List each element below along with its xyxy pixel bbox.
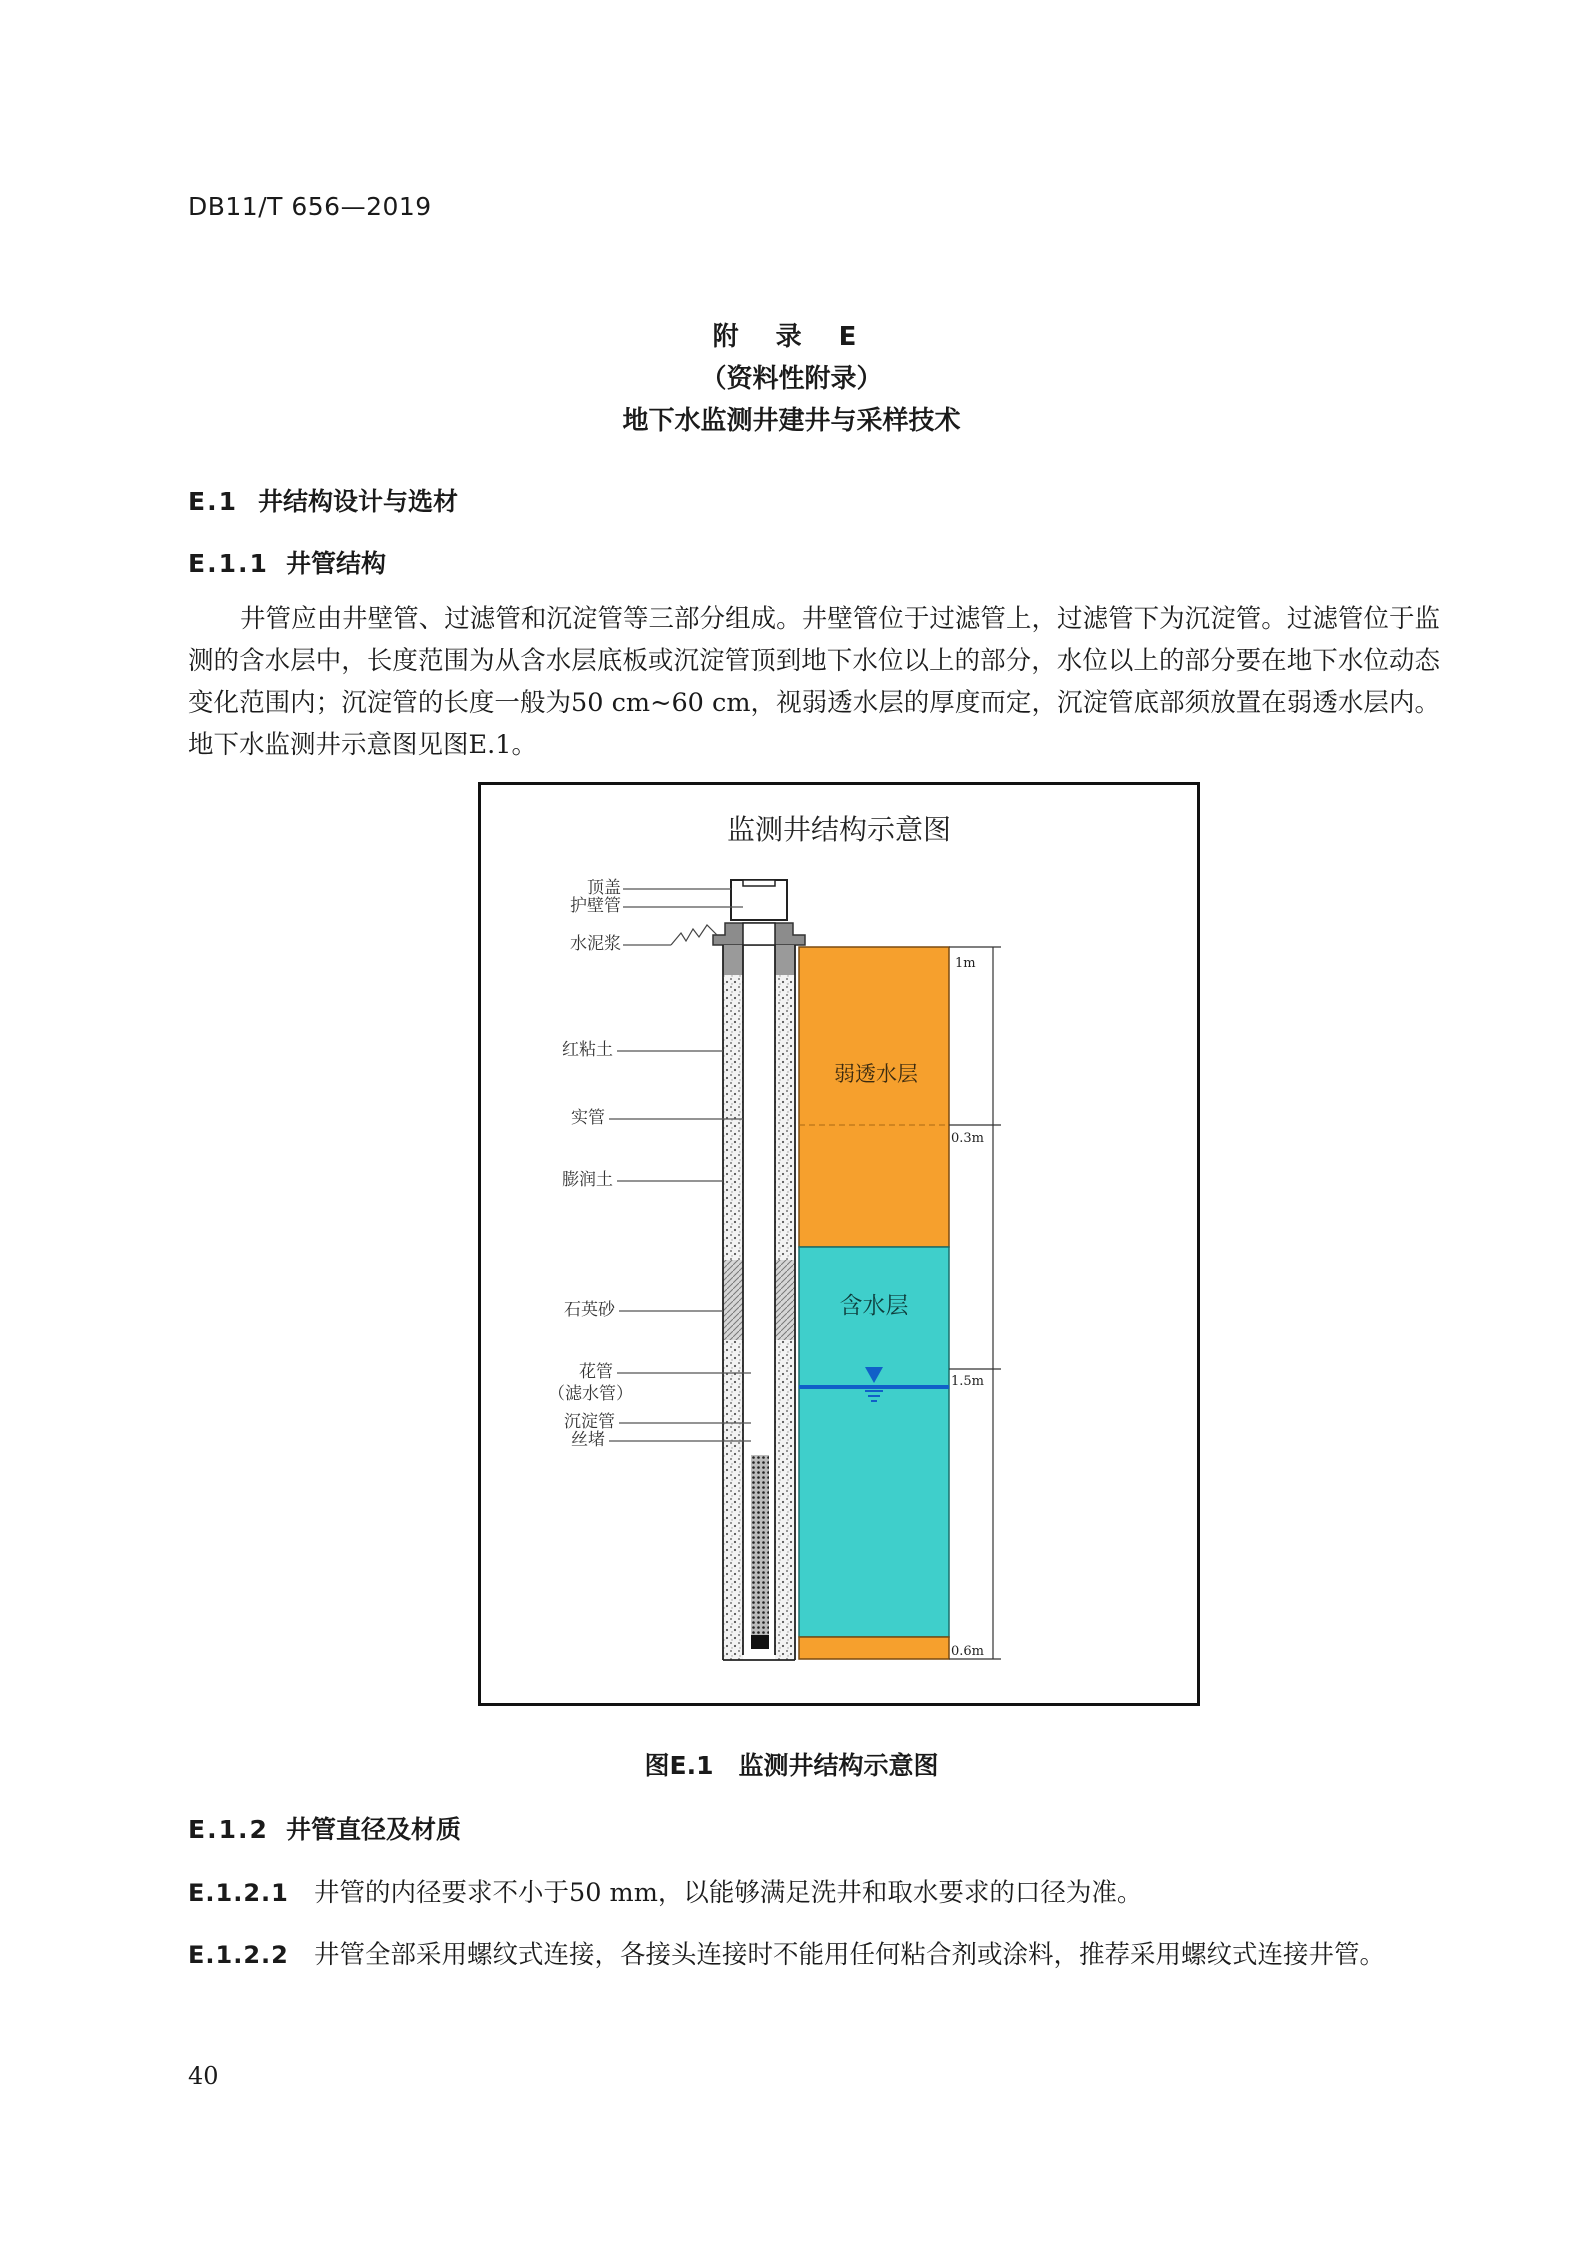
dimension-0-3m: 0.3m: [951, 1131, 985, 1146]
page-number: 40: [188, 2062, 219, 2090]
clause-number: E.1.2.1: [188, 1879, 289, 1907]
body-paragraph: 井管应由井壁管、过滤管和沉淀管等三部分组成。井壁管位于过滤管上，过滤管下为沉淀管。过滤管位于监测的含水层中，长度范围为从含水层底板或沉淀管顶到地下水位以上的部分，水位以上的部分要在地下水位动态变化范围内；沉淀管的长度一般为50 cm~60 cm，视弱透水层的厚度而定，沉淀管底部须放置在弱透水层内。地下水监测井示意图见图E.1。: [188, 604, 1440, 760]
label-solid-pipe: 实管: [571, 1108, 605, 1128]
clause-text: 井管的内径要求不小于50 mm，以能够满足洗井和取水要求的口径为准。: [314, 1878, 1143, 1908]
section-heading-e12: [188, 1810, 461, 1846]
red-clay-fill: [723, 975, 743, 1260]
appendix-title: 附 录 E: [712, 322, 871, 352]
document-code: DB11/T 656—2019: [188, 192, 432, 221]
section-heading-e11: [188, 544, 386, 580]
aquitard-bottom: [799, 1637, 949, 1659]
cement-grout: [723, 945, 743, 975]
quartz-sand-pack: [723, 1340, 743, 1660]
section-title: 井管直径及材质: [286, 1815, 462, 1844]
screen-pipe: [751, 1455, 769, 1635]
label-plug: 丝堵: [571, 1430, 605, 1450]
aquitard-label: 弱透水层: [834, 1062, 918, 1086]
label-sediment-pipe: 沉淀管: [564, 1412, 615, 1432]
clause-number: E.1.2.2: [188, 1941, 289, 1969]
section-number: E.1.1: [188, 549, 269, 578]
label-casing: 护壁管: [570, 896, 621, 916]
label-screen: 花管: [579, 1362, 613, 1382]
section-number: E.1: [188, 487, 238, 516]
figure-well-structure: [478, 782, 1200, 1706]
appendix-type: （资料性附录）: [700, 364, 883, 394]
section-title: 井管结构: [286, 549, 387, 578]
clause-e122: [188, 1934, 1440, 1976]
aquifer-label: 含水层: [839, 1293, 909, 1319]
dimension-1m: 1m: [955, 956, 976, 971]
label-cement: 水泥浆: [570, 934, 621, 954]
figure-caption: 图E.1 监测井结构示意图: [644, 1751, 939, 1780]
label-screen-note: （滤水管）: [548, 1384, 633, 1404]
aquitard-layer: [799, 947, 949, 1247]
section-heading-e1: [188, 482, 458, 518]
label-red-clay: 红粘土: [562, 1040, 613, 1060]
bentonite-seal: [723, 1260, 743, 1340]
clause-e121: [188, 1872, 1440, 1914]
section-number: E.1.2: [188, 1815, 269, 1844]
section-title: 井结构设计与选材: [258, 487, 459, 516]
clause-text: 井管全部采用螺纹式连接，各接头连接时不能用任何粘合剂或涂料，推荐采用螺纹式连接井管。: [314, 1940, 1386, 1970]
label-bentonite: 膨润土: [562, 1170, 613, 1190]
dimension-0-6m: 0.6m: [951, 1644, 985, 1659]
appendix-name: 地下水监测井建井与采样技术: [622, 406, 961, 436]
label-cap: 顶盖: [587, 878, 621, 898]
well-diagram: [481, 785, 1197, 1703]
figure-title: 监测井结构示意图: [726, 813, 952, 846]
bottom-plug: [751, 1635, 769, 1649]
dimension-1-5m: 1.5m: [951, 1374, 985, 1389]
label-quartz-sand: 石英砂: [564, 1300, 615, 1320]
